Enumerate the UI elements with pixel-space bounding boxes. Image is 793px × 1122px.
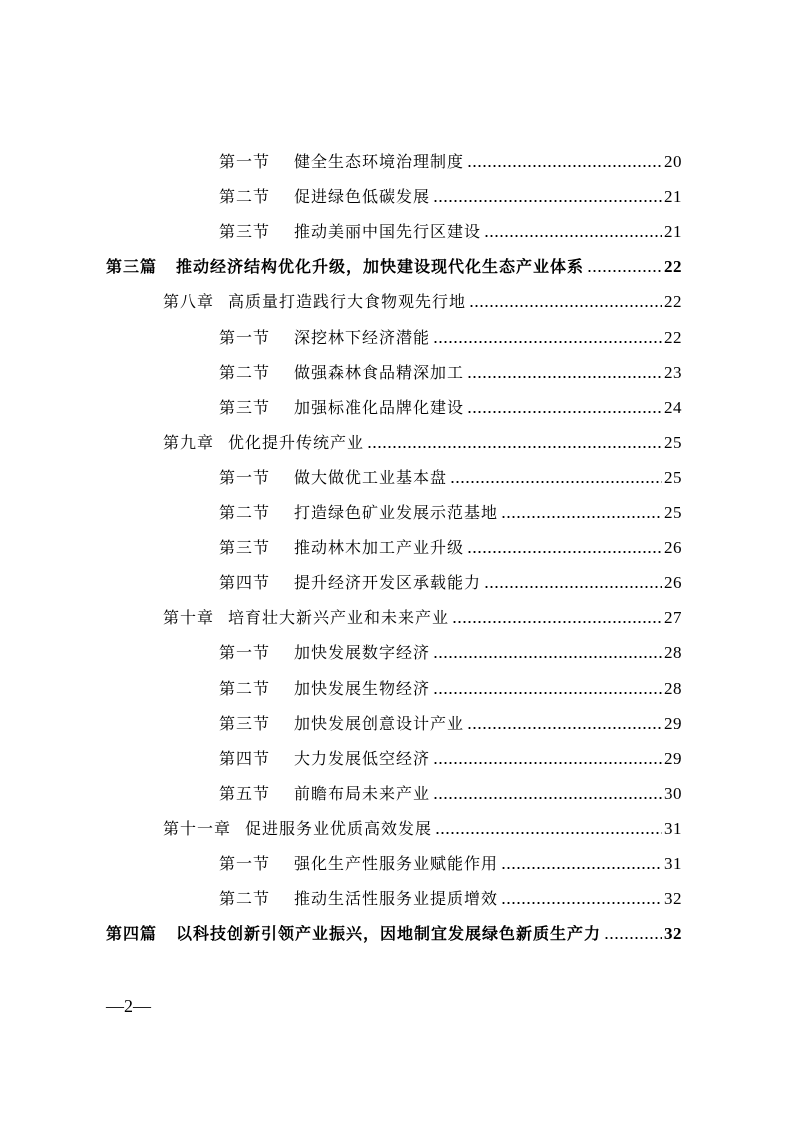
dot-leader [433, 761, 662, 765]
toc-entry-page-number: 32 [664, 889, 682, 908]
toc-entry-title: 加快发展数字经济 [294, 643, 431, 662]
toc-entry-number: 第二节 [219, 503, 271, 522]
toc-entry-title: 健全生态环境治理制度 [294, 152, 465, 171]
page-number: —2— [106, 996, 151, 1016]
dot-leader [469, 304, 662, 308]
toc-entry-number: 第十章 [163, 608, 215, 627]
toc-entry-section[interactable] [219, 147, 682, 177]
toc-entry-section[interactable] [219, 358, 682, 388]
toc-entry-title: 推动林木加工产业升级 [294, 538, 465, 557]
dot-leader [501, 866, 662, 870]
toc-entry-section[interactable] [219, 849, 682, 879]
toc-entry-title: 打造绿色矿业发展示范基地 [294, 503, 499, 522]
toc-entry-page-number: 22 [664, 257, 682, 276]
toc-entry-page-number: 24 [664, 398, 682, 417]
toc-entry-page-number: 20 [664, 152, 682, 171]
toc-entry-page-number: 31 [664, 854, 682, 873]
toc-entry-section[interactable] [219, 393, 682, 423]
dot-leader [484, 234, 662, 238]
toc-entry-section[interactable] [219, 533, 682, 563]
toc-entry-part[interactable] [106, 919, 682, 949]
toc-entry-number: 第三节 [219, 538, 271, 557]
toc-entry-title: 加快发展创意设计产业 [294, 714, 465, 733]
dot-leader [433, 340, 662, 344]
toc-entry-number: 第四节 [219, 573, 271, 592]
toc-entry-page-number: 23 [664, 363, 682, 382]
toc-entry-number: 第三节 [219, 222, 271, 241]
toc-entry-title: 深挖林下经济潜能 [294, 328, 431, 347]
toc-entry-title: 培育壮大新兴产业和未来产业 [228, 608, 450, 627]
toc-entry-page-number: 25 [664, 503, 682, 522]
toc-entry-number: 第三节 [219, 398, 271, 417]
toc-entry-page-number: 26 [664, 573, 682, 592]
toc-entry-number: 第四篇 [106, 924, 158, 943]
dot-leader [367, 445, 662, 449]
toc-entry-chapter[interactable] [163, 428, 682, 458]
dot-leader [452, 620, 662, 624]
dot-leader [435, 831, 662, 835]
toc-entry-page-number: 28 [664, 643, 682, 662]
dot-leader [501, 901, 662, 905]
toc-entry-part[interactable] [106, 252, 682, 282]
toc-entry-title: 推动美丽中国先行区建设 [294, 222, 482, 241]
toc-entry-chapter[interactable] [163, 603, 682, 633]
toc-entry-number: 第九章 [163, 433, 215, 452]
toc-entry-number: 第二节 [219, 679, 271, 698]
toc-entry-section[interactable] [219, 709, 682, 739]
toc-entry-page-number: 21 [664, 222, 682, 241]
toc-entry-title: 推动生活性服务业提质增效 [294, 889, 499, 908]
toc-entry-number: 第五节 [219, 784, 271, 803]
toc-entry-section[interactable] [219, 568, 682, 598]
toc-entry-title: 强化生产性服务业赋能作用 [294, 854, 499, 873]
dot-leader [587, 269, 662, 273]
toc-entry-page-number: 22 [664, 292, 682, 311]
toc-entry-number: 第一节 [219, 854, 271, 873]
toc-entry-section[interactable] [219, 217, 682, 247]
toc-entry-page-number: 26 [664, 538, 682, 557]
toc-entry-page-number: 30 [664, 784, 682, 803]
toc-entry-number: 第二节 [219, 187, 271, 206]
dot-leader [467, 164, 662, 168]
toc-entry-title: 以科技创新引领产业振兴，因地制宜发展绿色新质生产力 [176, 924, 602, 943]
toc-entry-number: 第三节 [219, 714, 271, 733]
dot-leader [433, 691, 662, 695]
toc-entry-title: 前瞻布局未来产业 [294, 784, 431, 803]
toc-entry-page-number: 31 [664, 819, 682, 838]
toc-entry-section[interactable] [219, 463, 682, 493]
toc-entry-section[interactable] [219, 182, 682, 212]
toc-entry-chapter[interactable] [163, 814, 682, 844]
toc-entry-number: 第二节 [219, 889, 271, 908]
toc-entry-section[interactable] [219, 779, 682, 809]
toc-entry-title: 促进服务业优质高效发展 [245, 819, 433, 838]
toc-entry-page-number: 28 [664, 679, 682, 698]
toc-entry-section[interactable] [219, 323, 682, 353]
dot-leader [484, 585, 662, 589]
toc-entry-section[interactable] [219, 498, 682, 528]
dot-leader [433, 655, 662, 659]
toc-entry-number: 第八章 [163, 292, 215, 311]
toc-entry-title: 优化提升传统产业 [228, 433, 365, 452]
toc-entry-title: 推动经济结构优化升级，加快建设现代化生态产业体系 [176, 257, 585, 276]
dot-leader [467, 726, 662, 730]
toc-entry-number: 第一节 [219, 152, 271, 171]
toc-entry-number: 第一节 [219, 328, 271, 347]
toc-entry-title: 大力发展低空经济 [294, 749, 431, 768]
dot-leader [467, 410, 662, 414]
toc-entry-title: 做大做优工业基本盘 [294, 468, 448, 487]
toc-entry-number: 第一节 [219, 643, 271, 662]
dot-leader [467, 550, 662, 554]
toc-entry-title: 促进绿色低碳发展 [294, 187, 431, 206]
dot-leader [501, 515, 662, 519]
dot-leader [433, 796, 662, 800]
toc-entry-title: 加强标准化品牌化建设 [294, 398, 465, 417]
dot-leader [604, 936, 662, 940]
dot-leader [450, 480, 662, 484]
toc-entry-number: 第十一章 [163, 819, 232, 838]
toc-entry-number: 第二节 [219, 363, 271, 382]
toc-entry-title: 提升经济开发区承载能力 [294, 573, 482, 592]
toc-entry-number: 第四节 [219, 749, 271, 768]
dot-leader [433, 199, 662, 203]
toc-entry-title: 加快发展生物经济 [294, 679, 431, 698]
toc-entry-page-number: 27 [664, 608, 682, 627]
toc-entry-page-number: 29 [664, 714, 682, 733]
toc-entry-section[interactable] [219, 638, 682, 668]
toc-entry-page-number: 22 [664, 328, 682, 347]
dot-leader [467, 375, 662, 379]
toc-entry-page-number: 29 [664, 749, 682, 768]
toc-entry-chapter[interactable] [163, 287, 682, 317]
toc-entry-number: 第三篇 [106, 257, 158, 276]
toc-entry-title: 做强森林食品精深加工 [294, 363, 465, 382]
toc-entry-page-number: 32 [664, 924, 682, 943]
toc-entry-number: 第一节 [219, 468, 271, 487]
toc-entry-section[interactable] [219, 744, 682, 774]
toc-entry-section[interactable] [219, 674, 682, 704]
toc-entry-section[interactable] [219, 884, 682, 914]
toc-entry-title: 高质量打造践行大食物观先行地 [228, 292, 467, 311]
toc-entry-page-number: 21 [664, 187, 682, 206]
toc-entry-page-number: 25 [664, 468, 682, 487]
toc-entry-page-number: 25 [664, 433, 682, 452]
